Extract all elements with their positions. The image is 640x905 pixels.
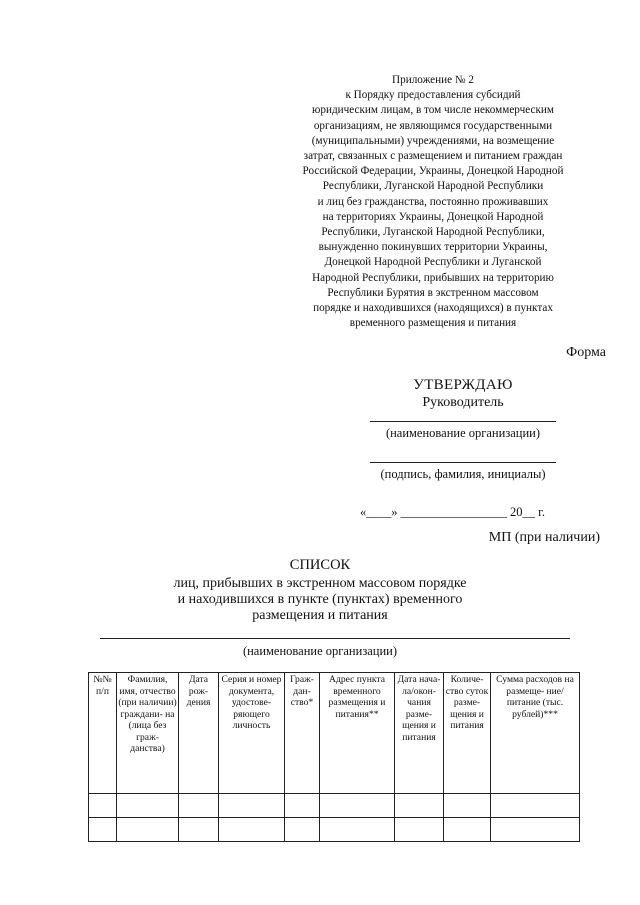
subtitle-line: лиц, прибывших в экстренном массовом порядке (173, 576, 467, 591)
appendix-line: Российской Федерации, Украины, Донецкой Народной (302, 165, 564, 178)
appendix-line: Республики Бурятия в экстренном массовом (327, 286, 539, 299)
table-cell[interactable] (219, 794, 285, 818)
col-header-citizenship: Граж- дан- ство* (285, 673, 320, 794)
org-name-caption: (наименование организации) (385, 426, 541, 440)
table-cell[interactable] (89, 818, 117, 842)
table-cell[interactable] (179, 818, 219, 842)
approval-date[interactable]: «____» _________________ 20__ г. (360, 505, 545, 519)
table-row (89, 794, 580, 818)
signature-line[interactable] (370, 462, 556, 463)
appendix-line: Республики, Луганской Народной Республики, (321, 226, 545, 239)
appendix-line: на территориях Украины, Донецкой Народной (322, 210, 544, 223)
approval-position: Руководитель (422, 395, 504, 410)
table-cell[interactable] (444, 794, 491, 818)
table-cell[interactable] (285, 794, 320, 818)
appendix-line: организациям, не являющимся государственными (313, 119, 553, 132)
table-cell[interactable] (444, 818, 491, 842)
table-cell[interactable] (395, 818, 444, 842)
col-header-expenses: Сумма расходов на размеще- ние/питание (тыс. рублей)*** (491, 673, 580, 794)
table-cell[interactable] (491, 818, 580, 842)
appendix-block (258, 73, 608, 331)
appendix-line: временного размещения и питания (349, 317, 517, 330)
org-name-line[interactable] (370, 421, 556, 422)
stamp-label: МП (при наличии) (488, 530, 600, 545)
table-cell[interactable] (219, 818, 285, 842)
table-cell[interactable] (117, 794, 179, 818)
subtitle-line: размещения и питания (252, 608, 388, 623)
table-cell[interactable] (179, 794, 219, 818)
appendix-line: Донецкой Народной Республики и Луганской (324, 256, 542, 269)
table-row (89, 818, 580, 842)
signature-caption: (подпись, фамилия, инициалы) (380, 467, 546, 481)
appendix-line: Приложение № 2 (392, 74, 474, 86)
organization-name-caption: (наименование организации) (242, 644, 398, 658)
appendix-line: и лиц без гражданства, постоянно проживавших (317, 195, 549, 208)
col-header-birth-date: Дата рож- дения (179, 673, 219, 794)
document-subtitle (130, 576, 510, 624)
persons-table (88, 672, 580, 842)
appendix-line: вынужденно покинувших территории Украины, (318, 241, 548, 254)
subtitle-line: и находившихся в пункте (пунктах) временного (177, 592, 463, 607)
appendix-line: к Порядку предоставления субсидий (345, 89, 521, 102)
table-cell[interactable] (320, 818, 395, 842)
col-header-full-name: Фамилия, имя, отчество (при наличии) граждани- на (лица без граж- данства) (117, 673, 179, 794)
table-cell[interactable] (395, 794, 444, 818)
table-cell[interactable] (491, 794, 580, 818)
document-title: СПИСОК (289, 557, 351, 573)
table-cell[interactable] (285, 818, 320, 842)
col-header-number: №№ п/п (89, 673, 117, 794)
appendix-line: (муниципальными) учреждениями, на возмещение (311, 134, 555, 147)
appendix-line: затрат, связанных с размещением и питанием граждан (303, 150, 563, 163)
table-cell[interactable] (89, 794, 117, 818)
col-header-address: Адрес пункта временного размещения и питания** (320, 673, 395, 794)
col-header-days-count: Количе- ство суток разме- щения и питания (444, 673, 491, 794)
appendix-line: Народной Республики, прибывших на территорию (312, 271, 554, 284)
organization-name-line[interactable] (100, 638, 570, 639)
appendix-line: порядке и находившихся (находящихся) в пунктах (313, 302, 553, 315)
table-header-row (89, 673, 580, 794)
table-cell[interactable] (117, 818, 179, 842)
form-label: Форма (566, 345, 606, 360)
appendix-line: Республики, Луганской Народной Республики (322, 180, 544, 193)
col-header-id-document: Серия и номер документа, удостове- ряющего личность (219, 673, 285, 794)
approval-title: УТВЕРЖДАЮ (413, 377, 513, 393)
table-cell[interactable] (320, 794, 395, 818)
appendix-line: юридическим лицам, в том числе некоммерческим (312, 104, 554, 117)
col-header-dates: Дата нача- ла/окон- чания разме- щения и питания (395, 673, 444, 794)
